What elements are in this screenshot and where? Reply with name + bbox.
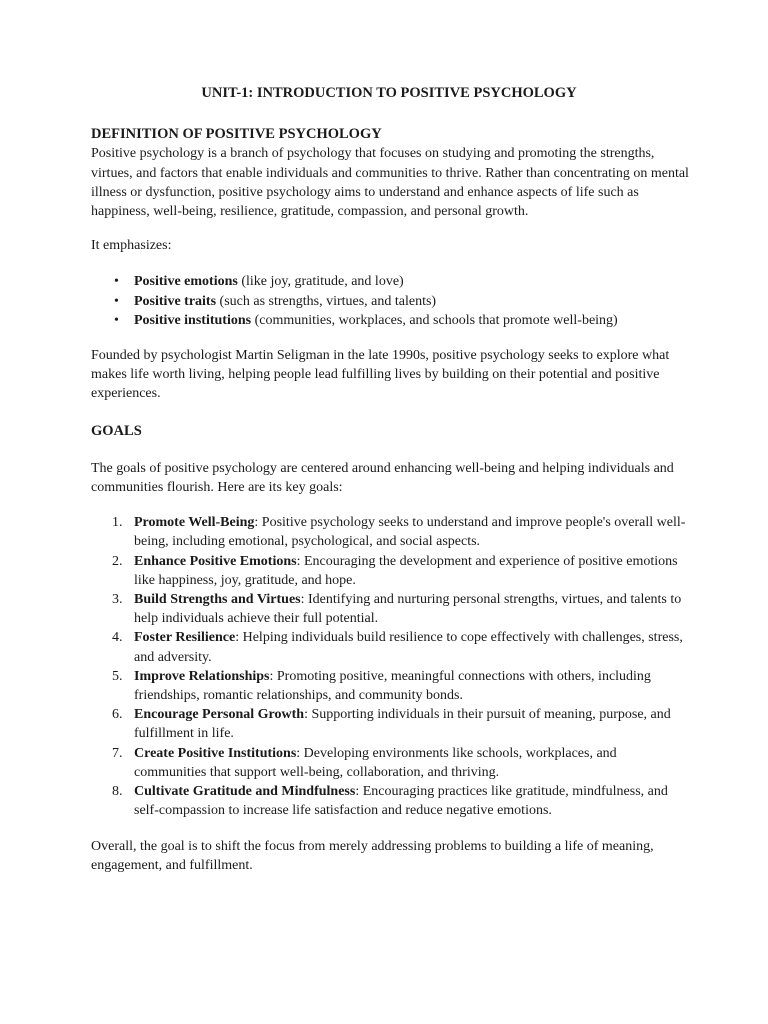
goal-term: Create Positive Institutions bbox=[134, 745, 297, 761]
goal-term: Cultivate Gratitude and Mindfulness bbox=[134, 784, 356, 800]
goal-text: : Encouraging the development and experience of positive emotions like happiness, joy, gratitude, and hope. bbox=[134, 553, 678, 588]
goal-item bbox=[112, 667, 691, 705]
goal-text: : Supporting individuals in their pursuit of meaning, purpose, and fulfillment in life. bbox=[134, 707, 671, 742]
bullet-item bbox=[134, 292, 691, 311]
goal-text: : Promoting positive, meaningful connections with others, including friendships, romantic relationships, and community bonds. bbox=[134, 668, 651, 704]
goal-number: 7. bbox=[112, 745, 123, 761]
goal-term: Foster Resilience bbox=[134, 630, 236, 646]
definition-paragraph: Positive psychology is a branch of psychology that focuses on studying and promoting the strengths, virtues, and factors that enable individuals and communities to thrive. Rather than concentrating on mental illness or dysfunction, positive psychology aims to understand and enhance aspects of life such as happiness, well-being, resilience, gratitude, compassion, and personal growth. bbox=[91, 146, 689, 220]
bullet-term: Positive traits bbox=[134, 293, 217, 309]
goal-item bbox=[112, 590, 691, 628]
goal-text: : Positive psychology seeks to understand and improve people's overall well-being, including emotional, psychological, and social aspects. bbox=[134, 515, 686, 550]
bullet-text: (communities, workplaces, and schools that promote well-being) bbox=[251, 312, 618, 328]
founded-paragraph: Founded by psychologist Martin Seligman in the late 1990s, positive psychology seeks to explore what makes life worth living, helping people lead fulfilling lives by building on their potential and positive experiences. bbox=[91, 348, 670, 402]
goal-text: : Encouraging practices like gratitude, mindfulness, and self-compassion to increase life satisfaction and reduce negative emotions. bbox=[134, 784, 668, 819]
conclusion-paragraph: Overall, the goal is to shift the focus from merely addressing problems to building a life of meaning, engagement, and fulfillment. bbox=[91, 838, 654, 873]
goal-item bbox=[112, 705, 691, 743]
goal-item bbox=[112, 628, 691, 666]
goal-text: : Helping individuals build resilience to cope effectively with challenges, stress, and adversity. bbox=[134, 630, 683, 665]
goal-term: Promote Well-Being bbox=[134, 515, 255, 531]
definition-heading: DEFINITION OF POSITIVE PSYCHOLOGY bbox=[91, 126, 382, 143]
emphasis-bullet-list bbox=[91, 272, 691, 330]
goal-item bbox=[112, 552, 691, 590]
goal-number: 5. bbox=[112, 668, 123, 684]
bullet-text: (such as strengths, virtues, and talents) bbox=[216, 293, 437, 309]
goals-heading: GOALS bbox=[91, 422, 142, 439]
goal-text: : Developing environments like schools, workplaces, and communities that support well-being, collaboration, and thriving. bbox=[134, 745, 617, 780]
bullet-term: Positive institutions bbox=[134, 312, 252, 328]
goal-term: Build Strengths and Virtues bbox=[134, 592, 301, 608]
goal-number: 4. bbox=[112, 630, 123, 646]
bullet-item bbox=[134, 272, 691, 291]
goal-item bbox=[112, 744, 691, 782]
goals-intro: The goals of positive psychology are centered around enhancing well-being and helping individuals and communities flourish. Here are its key goals: bbox=[91, 460, 674, 496]
goal-term: Improve Relationships bbox=[134, 668, 270, 684]
goal-term: Encourage Personal Growth bbox=[134, 707, 305, 723]
goal-item bbox=[112, 513, 691, 551]
goal-text: : Identifying and nurturing personal strengths, virtues, and talents to help individuals achieve their full potential. bbox=[134, 592, 682, 627]
goals-numbered-list bbox=[91, 513, 691, 820]
goal-number: 3. bbox=[112, 592, 123, 608]
goal-number: 1. bbox=[112, 515, 123, 531]
goal-number: 8. bbox=[112, 784, 123, 800]
bullet-item bbox=[134, 311, 691, 330]
emphasizes-intro: It emphasizes: bbox=[91, 238, 172, 254]
bullet-text: (like joy, gratitude, and love) bbox=[237, 274, 404, 290]
goal-number: 6. bbox=[112, 707, 123, 723]
goal-term: Enhance Positive Emotions bbox=[134, 553, 297, 569]
goal-number: 2. bbox=[112, 553, 123, 569]
bullet-term: Positive emotions bbox=[134, 274, 238, 290]
document-page bbox=[91, 84, 691, 875]
document-title: UNIT-1: INTRODUCTION TO POSITIVE PSYCHOLOGY bbox=[201, 85, 577, 101]
goal-item bbox=[112, 782, 691, 820]
